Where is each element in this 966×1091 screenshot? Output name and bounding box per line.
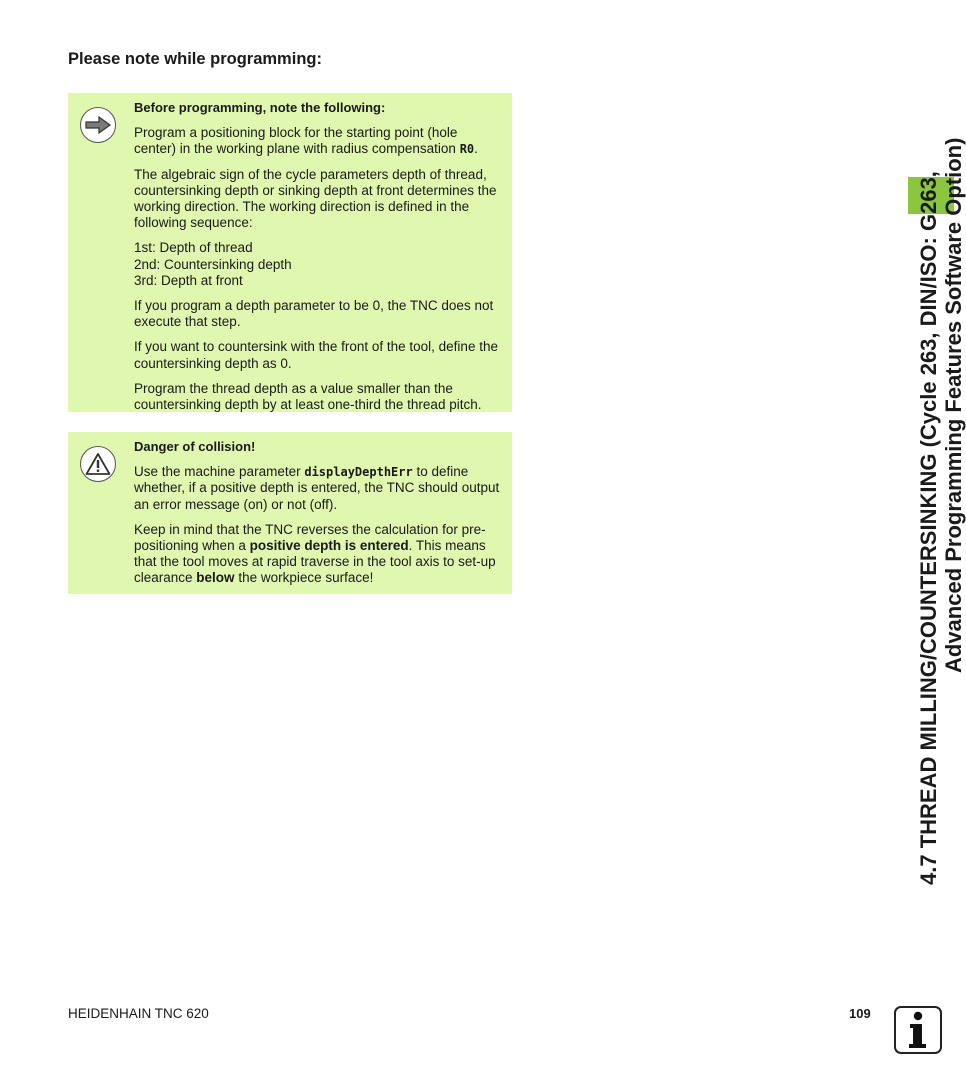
list-item: 3rd: Depth at front [134, 272, 243, 288]
info-icon [894, 1006, 942, 1054]
note-paragraph-3: If you program a depth parameter to be 0, the TNC does not execute that step. [134, 298, 494, 330]
list-item: 1st: Depth of thread [134, 240, 253, 256]
side-title-line-2: Advanced Programming Features Software Option) [941, 137, 966, 673]
chapter-side-title [888, 0, 966, 1091]
footer-product-name: HEIDENHAIN TNC 620 [68, 1006, 209, 1021]
warning-triangle-icon [80, 446, 116, 482]
code-r0: R0 [459, 142, 475, 157]
note-paragraph-5: Program the thread depth as a value smaller than the countersinking depth by at least one-third the thread pitch. [134, 380, 482, 413]
note-title: Before programming, note the following: [134, 100, 386, 115]
warning-paragraph-1: Use the machine parameter displayDepthErr to define whether, if a positive depth is entered, the TNC should output an error message (on) or not (off). [134, 464, 500, 512]
note-paragraph-4: If you want to countersink with the front of the tool, define the countersinking depth as 0. [134, 339, 498, 371]
note-box [68, 93, 512, 412]
note-paragraph-2: The algebraic sign of the cycle parameters depth of thread, countersinking depth or sinking depth at front determines the working direction. The working direction is defined in the following sequence: [134, 166, 497, 231]
warning-paragraph-2: Keep in mind that the TNC reverses the calculation for pre-positioning when a positive depth is entered. This means that the tool moves at rapid traverse in the tool axis to set-up clearance below the workpiece surface! [134, 521, 496, 586]
section-heading: Please note while programming: [68, 50, 322, 68]
warning-box [68, 432, 512, 594]
arrow-right-icon [80, 107, 116, 143]
page-number: 109 [849, 1006, 871, 1021]
note-paragraph-1: Program a positioning block for the starting point (hole center) in the working plane with radius compensation R0. [134, 125, 478, 157]
code-display-depth-err: displayDepthErr [304, 465, 413, 480]
sequence-list [134, 240, 502, 289]
warning-title: Danger of collision! [134, 439, 256, 454]
list-item: 2nd: Countersinking depth [134, 256, 292, 272]
side-title-line-1: 4.7 THREAD MILLING/COUNTERSINKING (Cycle 263, DIN/ISO: G263, [916, 171, 941, 885]
